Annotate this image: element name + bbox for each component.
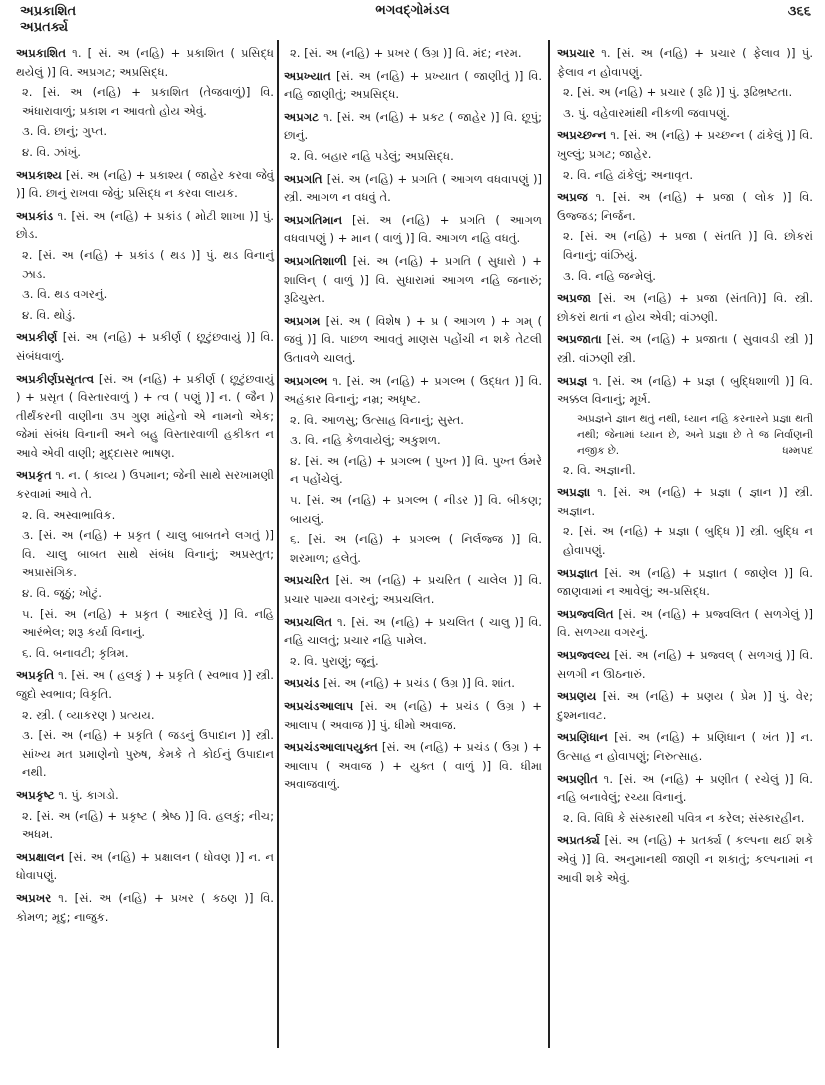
entry-headword: અપ્રચંડઆલાપયુક્ત [284, 740, 378, 755]
entry-headword: અપ્રજ્ઞા [557, 485, 591, 500]
entry-main-sense [284, 211, 542, 248]
dictionary-entry [284, 312, 542, 368]
dictionary-entry [16, 466, 274, 662]
dictionary-entry [284, 674, 542, 693]
entry-main-sense [557, 605, 813, 642]
entry-definition: [સં. અ (નહિ) + પ્રતર્ક્ય ( કલ્પના થઈ શકે એવું )] વિ. અનુમાનથી જાણી ન શકાતું; કલ્પનામાં ન આવી શકે એવું. [557, 833, 813, 885]
entry-main-sense [284, 252, 542, 308]
entry-main-sense [284, 697, 542, 734]
dictionary-entry [557, 483, 813, 559]
entry-sense: ૩. વિ. નહિ જન્મેલું. [563, 268, 656, 283]
entry-definition: [સં. અ (નહિ) + પ્રજા (સંતતિ)] વિ. સ્ત્રી. છોકરાં થતાં ન હોય એવી; વાંઝણી. [557, 291, 813, 324]
entry-main-sense [557, 728, 813, 765]
entry-sense: ૪. વિ. જૂઠું; ખોટું. [22, 586, 102, 601]
entry-sense: ૨. વિ. અજ્ઞાની. [563, 462, 636, 477]
entry-main-sense [16, 166, 274, 203]
entry-sense: ૩. વિ. છાનું; ગુપ્ત. [22, 124, 108, 139]
entry-sense: ૩. વિ. થડ વગરનું. [22, 287, 108, 302]
entry-sense: ૨. [સં. અ (નહિ) + પ્રકૃષ્ટ ( શ્રેષ્ઠ )] વિ. હલકું; નીચ; અધમ. [22, 808, 274, 842]
dictionary-entry [16, 848, 274, 885]
entry-main-sense [284, 372, 542, 409]
entry-definition: [સં. અ (નહિ) + પ્રકાશ્ય ( જાહેર કરવા જેવું )] વિ. છાનું રાખવા જેવું; પ્રસિદ્ધ ન કરવા લાયક. [16, 167, 275, 201]
entry-sense: ૨. વિ. પુરાણું; જૂનું. [290, 653, 379, 668]
entry-definition: ૧. [સં. અ (નહિ) + પ્રગલ્ભ ( ઉદ્ધત )] વિ. અહંકાર વિનાનું; નમ્ર; અધૃષ્ટ. [284, 373, 542, 407]
entry-definition: [સં. અ (નહિ) + પ્રગતિ ( આગળ વધવાપણું ) + માન ( વાળું )] વિ. આગળ નહિ વધતું. [284, 212, 543, 246]
entry-headword: અપ્રચલિત [284, 614, 333, 629]
dictionary-entry [284, 372, 542, 568]
entry-main-sense [557, 330, 813, 367]
entry-headword: અપ્રજ્ઞ [557, 373, 588, 388]
entry-sense: ૫. [સં. અ (નહિ) + પ્રકૃત ( આદરેલું )] વિ. નહિ આરંભેલ; શરૂ કર્યા વિનાનું. [22, 606, 274, 640]
entry-definition: [સં. અ (નહિ) + પ્રકીર્ણ ( છૂટુંછવાયું ) + પ્રસૃત ( વિસ્તારવાળું ) + ત્વ ( પણું )] ન. ( જૈન ) તીર્થંકરની વાણીના ૩૫ ગુણ માંહેનો એ નામનો એક; જેમાં સંબંધ વિનાની અને બહુ વિસ્તારવાળી હકીકત ન આવે એવી વાણી; મુદ્દાસર ભાષણ. [16, 371, 275, 460]
dictionary-entry [16, 44, 274, 162]
dictionary-entry [557, 770, 813, 828]
entry-definition: ૧. [સં. અ (નહિ) + પ્રચ્છન્ન ( ઢાંકેલું )] વિ. ખુલ્લું; પ્રગટ; જાહેર. [557, 128, 813, 161]
entry-main-sense [16, 207, 274, 244]
entry-main-sense [284, 108, 542, 145]
entry-sense: ૨. સ્ત્રી. ( વ્યાકરણ ) પ્રત્યય. [22, 707, 155, 722]
entry-definition: ૧. [સં. અ (નહિ) + પ્રકાંડ ( મોટી શાખા )] પું. છોડ. [16, 208, 274, 242]
entry-main-sense [284, 170, 542, 207]
entry-definition: [સં. અ ( વિશેષ ) + પ્ર ( આગળ ) + ગમ્ ( જવું )] વિ. પાછળ આવતું માણસ પહોંચી ન શકે તેટલી ઉતાવળે ચાલતું. [284, 313, 542, 365]
entry-main-sense [557, 289, 813, 326]
entry-definition: [સં. અ (નહિ) + પ્રજ્ઞાત ( જાણેલ )] વિ. જાણવામાં ન આવેલું; અ-પ્રસિદ્ધ. [557, 565, 813, 599]
entry-definition: [સં. અ (નહિ) + પ્રચંડ ( ઉગ્ર ) + આલાપ ( અવાજ ) + યુક્ત ( વાળું )] વિ. ધીમા અવાજવાળું. [284, 740, 542, 792]
entry-definition: ૧. [સં. અ (નહિ) + પ્રજ્ઞ ( બુદ્ધિશાળી )] વિ. અક્કલ વિનાનું; મૂર્ખ. [557, 373, 813, 407]
entry-headword: અપ્રણય [557, 689, 597, 704]
entry-headword: અપ્રચ્છન્ન [557, 128, 607, 143]
entry-main-sense [284, 312, 542, 368]
entry-quotation [557, 411, 813, 459]
dictionary-entry [557, 831, 813, 887]
entry-definition: ૧. પું. કાગડો. [58, 787, 119, 802]
entry-sense: ૨. [સં. અ (નહિ) + પ્રકાશિત (તેજવાળું)] વિ. અંધારાવાળું; પ્રકાશ ન આવતો હોય એવું. [22, 85, 274, 118]
entry-headword: અપ્રકાશ્ય [16, 167, 62, 182]
page-number: ૩૬૬ [787, 4, 811, 19]
dictionary-entry [16, 666, 274, 782]
dictionary-entry [284, 67, 542, 104]
entry-headword: અપ્રચંડઆલાપ [284, 699, 354, 713]
entry-headword: અપ્રગતિ [284, 171, 323, 186]
entry-sense: ૨. વિ. નહિ ઢાંકેલું; અનાવૃત. [563, 167, 694, 182]
dictionary-entry [557, 728, 813, 765]
entry-sense: ૩. [સં. અ (નહિ) + પ્રકૃતિ ( જડનું ઉપાદાન )] સ્ત્રી. સાંખ્ય મત પ્રમાણેનો પુરુષ, કેમકે તે કોઈનું ઉપાદાન નથી. [22, 728, 274, 780]
dictionary-entry [16, 166, 274, 203]
entry-continuation: ૨. [સં. અ (નહિ) + પ્રખર ( ઉગ્ર )] વિ. મંદ; નરમ. [290, 46, 522, 60]
entry-headword: અપ્રખર [16, 890, 52, 905]
entry-definition: [સં. અ (નહિ) + પ્રકીર્ણ ( છૂટુંછવાયું )] વિ. સંબંધવાળું. [16, 330, 274, 363]
dictionary-entry [16, 207, 274, 325]
dictionary-entry [284, 108, 542, 166]
entry-main-sense [284, 674, 542, 693]
entry-main-sense [557, 44, 813, 81]
dictionary-entry [284, 613, 542, 671]
entry-sense: ૩. વિ. નહિ કેળવાયેલું; અકુશળ. [290, 433, 441, 448]
entry-main-sense [284, 613, 542, 650]
dictionary-entry [284, 571, 542, 608]
entry-headword: અપ્રકૃષ્ટ [16, 787, 55, 802]
entry-sense: ૨. [સં. અ (નહિ) + પ્રજ્ઞા ( બુદ્ધિ )] સ્ત્રી. બુદ્ધિ ન હોવાપણું. [563, 524, 813, 558]
entry-main-sense [557, 687, 813, 724]
entry-headword: અપ્રકાંડ [16, 208, 54, 223]
entry-definition: ૧. [સં. અ ( હલકું ) + પ્રકૃતિ ( સ્વભાવ )] સ્ત્રી. જુદો સ્વભાવ; વિકૃતિ. [16, 668, 274, 701]
entry-headword: અપ્રકૃતિ [16, 668, 55, 683]
dictionary-entry [557, 126, 813, 184]
dictionary-entry [284, 252, 542, 308]
dictionary-entry [16, 889, 274, 926]
entry-main-sense [16, 666, 274, 703]
entry-definition: ૧. ન. ( કાવ્ય ) ઉપમાન; જેની સાથે સરખામણી કરવામાં આવે તે. [16, 468, 275, 502]
entry-headword: અપ્રચંડ [284, 676, 320, 691]
entry-definition: ૧. [સં. અ (નહિ) + પ્રચાર ( ફેલાવ )] પું. ફેલાવ ન હોવાપણું. [557, 46, 814, 79]
entry-headword: અપ્રગલ્ભ [284, 373, 328, 388]
page-title: ભગવદ્ગોમંડલ [375, 3, 450, 18]
entry-definition: [સં. અ (નહિ) + પ્રજ્વલ્ ( સળગવું )] વિ. સળગી ન ઊઠનારું. [557, 648, 813, 681]
entry-definition: ૧. [સં. અ (નહિ) + પ્રચલિત ( ચાલુ )] વિ. નહિ ચાલતું; પ્રચાર નહિ પામેલ. [284, 614, 542, 648]
entry-headword: અપ્રગતિમાન [284, 212, 343, 227]
entry-headword: અપ્રગતિશાળી [284, 253, 347, 268]
column-3 [557, 44, 813, 891]
entry-headword: અપ્રગમ [284, 313, 321, 328]
column-divider [277, 40, 279, 1048]
entry-main-sense [16, 466, 274, 503]
entry-definition: [સં. અ (નહિ) + પ્રગતિ ( આગળ વધવાપણું )] સ્ત્રી. આગળ ન વધવું તે. [284, 171, 542, 205]
entry-headword: અપ્રકીર્ણપ્રસૃતત્વ [16, 371, 95, 386]
entry-headword: અપ્રજા [557, 291, 592, 306]
dictionary-entry [557, 372, 813, 480]
entry-sense: ૪. [સં. અ (નહિ) + પ્રગલ્ભ ( પુખ્ત )] વિ. પુખ્ત ઉંમરે ન પહોંચેલું. [290, 453, 542, 487]
entry-headword: અપ્રજ્ઞાત [557, 565, 598, 580]
entry-headword: અપ્રક્ષાલન [16, 849, 65, 864]
dictionary-entry [557, 646, 813, 683]
entry-main-sense [16, 889, 274, 926]
entry-main-sense [16, 848, 274, 885]
entry-headword: અપ્રચાર [557, 46, 595, 60]
entry-main-sense [557, 564, 813, 601]
entry-definition: [સં. અ (નહિ) + પ્રક્ષાલન ( ધોવણ )] ન. ન ધોવાપણું. [16, 849, 274, 883]
entry-headword: અપ્રણિધાન [557, 730, 608, 745]
entry-main-sense [557, 483, 813, 520]
entry-headword: અપ્રચરિત [284, 573, 330, 588]
entry-sense: ૨. [સં. અ (નહિ) + પ્રકાંડ ( થડ )] પું. થડ વિનાનું ઝાડ. [22, 247, 274, 281]
entry-sense: ૩. [સં. અ (નહિ) + પ્રકૃત ( ચાલુ બાબતને લગતું )] વિ. ચાલુ બાબત સાથે સંબંધ વિનાનું; અપ્રસ્તુત; અપ્રાસંગિક. [22, 528, 274, 580]
entry-main-sense [16, 786, 274, 805]
entry-headword: અપ્રજ્વલિત [557, 606, 614, 621]
entry-main-sense [16, 44, 274, 81]
entry-definition: [સં. અ (નહિ) + પ્રચંડ ( ઉગ્ર ) + આલાપ ( અવાજ )] પું. ધીમો અવાજ. [284, 699, 543, 732]
entry-definition: ૧. [સં. અ (નહિ) + પ્રખર ( કઠણ )] વિ. કોમળ; મૃદુ; નાજુક. [16, 890, 274, 924]
dictionary-entry [557, 289, 813, 326]
entry-sense: ૨. વિ. વિધિ કે સંસ્કારથી પવિત્ર ન કરેલ; સંસ્કારહીન. [563, 810, 805, 825]
entry-main-sense [16, 370, 274, 463]
quotation-source: ધમ્મપદ [782, 444, 813, 457]
entry-main-sense [284, 571, 542, 608]
dictionary-entry [284, 211, 542, 248]
entry-definition: [સં. અ (નહિ) + પ્રજ્વલિત ( સળગેલું )] વિ. સળગ્યા વગરનું. [557, 606, 814, 640]
entry-sense: ૬. [સં. અ (નહિ) + પ્રગલ્ભ ( નિર્લજ્જ )] વિ. શરમાળ; હલેતું. [290, 532, 542, 565]
entry-definition: [સં. અ (નહિ) + પ્રણિધાન ( ખંત )] ન. ઉત્સાહ ન હોવાપણું; નિરુત્સાહ. [557, 730, 814, 763]
dictionary-entry [284, 697, 542, 734]
entry-headword: અપ્રણીત [557, 771, 598, 786]
dictionary-entry [284, 738, 542, 794]
entry-main-sense [16, 328, 274, 365]
entry-definition: ૧. [સં. અ (નહિ) + પ્રણીત ( રચેલું )] વિ. નહિ બનાવેલું; રચ્યા વિનાનું. [557, 771, 813, 805]
column-1 [16, 44, 274, 930]
entry-definition: ૧. [સં. અ (નહિ) + પ્રકટ ( જાહેર )] વિ. છૂપું; છાનું. [284, 109, 542, 143]
entry-sense: ૨. વિ. આળસુ; ઉત્સાહ વિનાનું; સુસ્ત. [290, 412, 464, 427]
entry-headword: અપ્રખ્યાત [284, 68, 331, 83]
entry-sense: ૫. [સં. અ (નહિ) + પ્રગલ્ભ ( નીડર )] વિ. બીકણ; બાયલું. [290, 493, 542, 526]
entry-definition: [સં. અ (નહિ) + પ્રણય ( પ્રેમ )] પું. વેર; દુશ્મનાવટ. [557, 689, 813, 722]
dictionary-entry [557, 188, 813, 285]
dictionary-entry [16, 370, 274, 463]
entry-definition: ૧. [સં. અ (નહિ) + પ્રજા ( લોક )] વિ. ઉજ્જડ; નિર્જન. [557, 190, 813, 223]
guide-word-last: અપ્રતર્ક્ય [20, 20, 69, 35]
entry-headword: અપ્રજ [557, 190, 588, 205]
entry-definition: [સં. અ (નહિ) + પ્રગતિ ( સુધારો ) + શાલિન્ ( વાળું )] વિ. સુધારામાં આગળ નહિ જનારું; રૂઢિચુસ્ત. [284, 253, 542, 306]
entry-sense: ૨. [સં. અ (નહિ) + પ્રજા ( સંતતિ )] વિ. છોકરાં વિનાનું; વાંઝિયું. [563, 229, 813, 262]
entry-headword: અપ્રકાશિત [16, 46, 67, 60]
dictionary-entry [16, 328, 274, 365]
entry-headword: અપ્રકીર્ણ [16, 330, 58, 345]
quotation-text: અપ્રજ્ઞને જ્ઞાન થતું નથી, ધ્યાન નહિ કરનારને પ્રજ્ઞા થતી નથી; જેનામાં ધ્યાન છે, અને પ્રજ્ઞા છે તે જ નિર્વાણની નજીક છે. [577, 412, 813, 457]
entry-definition: [સં. અ (નહિ) + પ્રખ્યાત ( જાણીતું )] વિ. નહિ જાણીતું; અપ્રસિદ્ધ. [284, 68, 542, 102]
entry-sense: ૨. વિ. અસ્વાભાવિક. [22, 507, 116, 522]
column-2 [284, 44, 542, 798]
entry-sense: ૪. વિ. ઝાંખું. [22, 144, 81, 159]
entry-definition: ૧. [સં. અ (નહિ) + પ્રજ્ઞા ( જ્ઞાન )] સ્ત્રી. અજ્ઞાન. [557, 485, 813, 518]
entry-definition: [સં. અ (નહિ) + પ્રચંડ ( ઉગ્ર )] વિ. શાંત. [323, 676, 515, 691]
entry-headword: અપ્રકૃત [16, 468, 52, 483]
entry-sense: ૬. વિ. બનાવટી; કૃત્રિમ. [22, 645, 129, 660]
entry-headword: અપ્રતર્ક્ય [557, 833, 600, 848]
dictionary-entry [16, 786, 274, 844]
entry-definition: [સં. અ (નહિ) + પ્રજાતા ( સુવાવડી સ્ત્રી )] સ્ત્રી. વાંઝણી સ્ત્રી. [557, 332, 813, 365]
guide-word-first: અપ્રકાશિત [20, 4, 77, 19]
entry-definition: ૧. [ સં. અ (નહિ) + પ્રકાશિત ( પ્રસિદ્ધ થયેલું )] વિ. અપ્રગટ; અપ્રસિદ્ધ. [16, 46, 275, 79]
entry-headword: અપ્રજ્વલ્ય [557, 648, 610, 663]
entry-main-sense [557, 770, 813, 807]
entry-main-sense [557, 372, 813, 409]
dictionary-entry [557, 44, 813, 122]
entry-main-sense [284, 67, 542, 104]
entry-headword: અપ્રજાતા [557, 332, 602, 347]
entry-main-sense [557, 188, 813, 225]
entry-main-sense [557, 126, 813, 163]
entry-main-sense [284, 738, 542, 794]
entry-headword: અપ્રગટ [284, 109, 319, 124]
dictionary-entry [557, 564, 813, 601]
entry-main-sense [557, 646, 813, 683]
dictionary-entry [557, 330, 813, 367]
entry-definition: [સં. અ (નહિ) + પ્રચરિત ( ચાલેલ )] વિ. પ્રચાર પામ્યા વગરનું; અપ્રચલિત. [284, 573, 543, 607]
dictionary-entry [557, 687, 813, 724]
dictionary-entry [557, 605, 813, 642]
entry-sense: ૩. પું. વહેવારમાંથી નીકળી જવાપણું. [563, 105, 730, 120]
entry-sense: ૨. વિ. બહાર નહિ પડેલું; અપ્રસિદ્ધ. [290, 148, 454, 163]
entry-main-sense [557, 831, 813, 887]
dictionary-entry [284, 170, 542, 207]
entry-sense: ૨. [સં. અ (નહિ) + પ્રચાર ( રૂઢિ )] પું. રૂઢિભ્રષ્ટતા. [563, 85, 793, 100]
column-divider [548, 40, 550, 1048]
entry-sense: ૪. વિ. થોડું. [22, 307, 76, 322]
